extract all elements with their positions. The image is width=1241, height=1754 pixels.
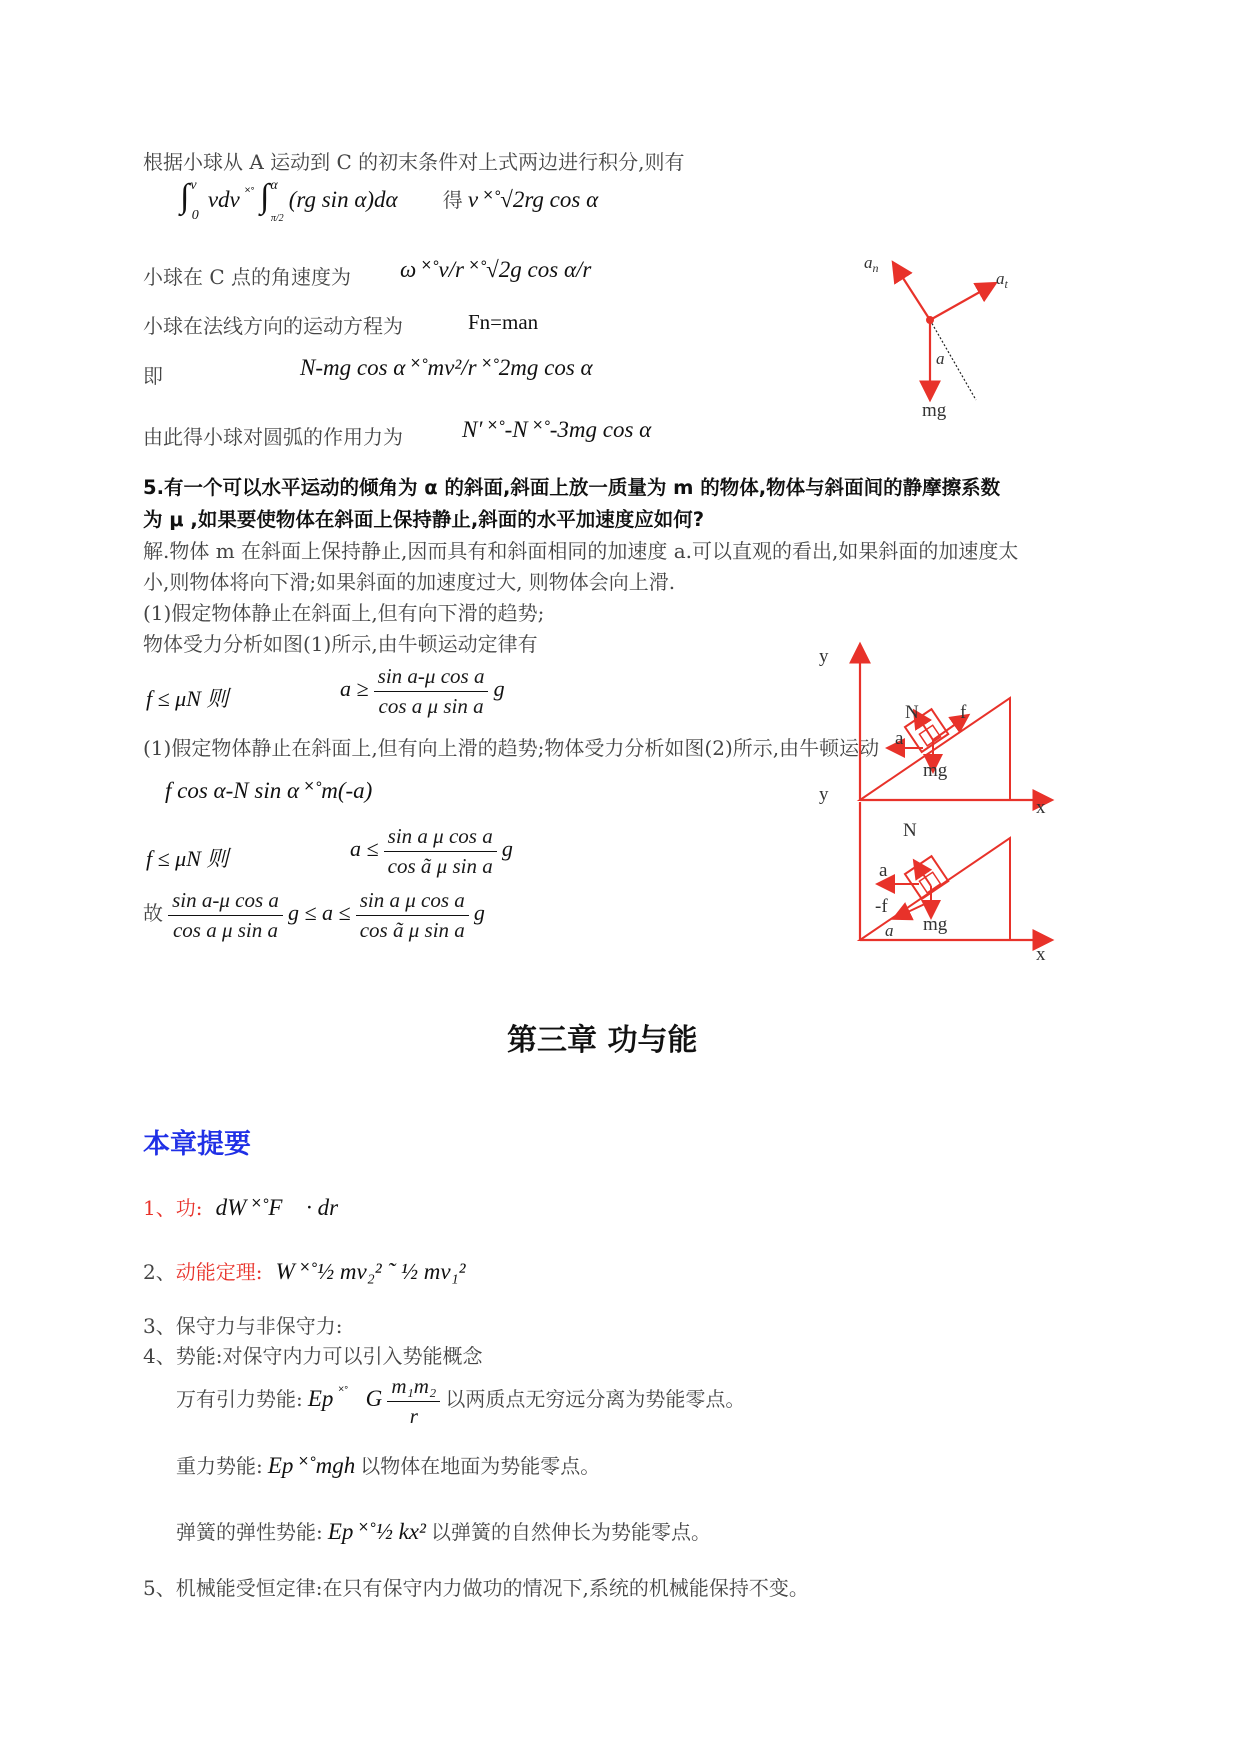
ineq1-right: a ≥ $\frac{\text{sin a-μ cos a}}{\text{cos a μ sin a}}$ g [340, 664, 505, 718]
angular-label: 小球在 C 点的角速度为 [143, 265, 352, 289]
normal-label: 小球在法线方向的运动方程为 [143, 314, 403, 338]
ineq2-left: f ≤ μN 则 [146, 846, 229, 871]
y-label-1: y [819, 646, 829, 667]
alpha-label-2: a [885, 921, 894, 940]
block-2 [905, 856, 948, 899]
ji-expr: N-mg cos α ˟˚mv²/r ˟˚2mg cos α [300, 355, 593, 380]
ineq1-left: f ≤ μN 则 [146, 686, 229, 711]
summary-item-3: 3、保守力与非保守力: [143, 1314, 343, 1338]
eq2-expr: f cos α-N sin α ˟˚m(-a) [165, 778, 373, 803]
spring-potential-line: 弹簧的弹性势能: Ep ˟˚½ kx² 以弹簧的自然伸长为势能零点。 [176, 1519, 711, 1544]
an-arrow [894, 264, 930, 320]
problem5-title-line2: 为 μ ,如果要使物体在斜面上保持静止,斜面的水平加速度应如何? [143, 508, 705, 531]
chapter-title: 第三章 功与能 [507, 1023, 698, 1058]
y-label-2: y [819, 784, 829, 805]
x-label-2: x [1036, 944, 1046, 965]
solution-line1: 解.物体 m 在斜面上保持静止,因而具有和斜面相同的加速度 a.可以直观的看出,如果斜面的加速度太 [143, 539, 1019, 563]
N-arrow-2 [915, 862, 931, 886]
mg-label-1: mg [923, 760, 948, 781]
final-inequality: 故 $\frac{\text{sin a-μ cos a}}{\text{cos a μ sin a}}$ g ≤ a ≤ $\frac{\text{sin a μ cos a}}{\text{cos ã μ sin a}}$ g [143, 888, 485, 942]
N-label-1: N [905, 702, 919, 723]
a-label-1: a [895, 728, 904, 749]
summary-item-2: 2、动能定理: W ˟˚½ mv₂² ˜ ½ mv₁² [143, 1259, 466, 1284]
ineq2-right: a ≤ $\frac{\text{sin a μ cos a}}{\text{cos ã μ sin a}}$ g [350, 824, 513, 878]
normal-expr: Fn=man [468, 310, 539, 334]
case2-line: (1)假定物体静止在斜面上,但有向上滑的趋势;物体受力分析如图(2)所示,由牛顿运动 [143, 736, 880, 760]
problem5-title-line1: 5.有一个可以水平运动的倾角为 α 的斜面,斜面上放一质量为 m 的物体,物体与斜面间的静摩擦系数 [143, 476, 1001, 499]
at-arrow [930, 284, 994, 320]
summary-item-5: 5、机械能受恒定律:在只有保守内力做功的情况下,系统的机械能保持不变。 [143, 1576, 809, 1600]
intro-text: 根据小球从 A 运动到 C 的初末条件对上式两边进行积分,则有 [143, 150, 685, 174]
angle-label: a [936, 349, 945, 368]
mg-label-2: mg [923, 914, 948, 935]
f-label-1: f [960, 702, 967, 723]
angular-expr: ω ˟˚v/r ˟˚√2g cos α/r [400, 257, 592, 282]
summary-item-1: 1、功: dW ˟˚F⃗ · dr⃗ [143, 1195, 356, 1220]
summary-heading: 本章提要 [143, 1129, 251, 1160]
force-expr: N′ ˟˚-N ˟˚-3mg cos α [462, 417, 652, 442]
case1-line: (1)假定物体静止在斜面上,但有向下滑的趋势; [143, 601, 545, 625]
ji-label: 即 [143, 364, 163, 388]
x-label-1: x [1036, 797, 1046, 818]
N-label-2: N [903, 820, 917, 841]
figure-acceleration-diagram [860, 250, 1020, 430]
mg-label: mg [922, 400, 947, 421]
grav-potential-line: 万有引力势能: Ep ˟˚ G $\frac{\text{m₁m₂}}{r}$ 以两质点无穷远分离为势能零点。 [176, 1374, 746, 1428]
summary-item-4: 4、势能:对保守内力可以引入势能概念 [143, 1344, 483, 1368]
integral-equation: ∫ v 0 vdv ˟˚ ∫ α $_{\pi/2}$ (rg sin α)dα 得 v ˟˚√2rg cos α [180, 178, 599, 224]
a-label-2: a [879, 860, 888, 881]
at-label: $a_t$ [996, 269, 1008, 291]
solution-line2: 小,则物体将向下滑;如果斜面的加速度过大, 则物体会向上滑. [143, 570, 676, 594]
figure-incline-diagrams [815, 640, 1060, 975]
case1-analysis: 物体受力分析如图(1)所示,由牛顿运动定律有 [143, 632, 538, 656]
an-label: $a_n$ [864, 253, 879, 275]
force-label: 由此得小球对圆弧的作用力为 [143, 425, 403, 449]
f-label-2: -f [875, 896, 888, 917]
ball-dot [926, 316, 934, 324]
gravity-potential-line: 重力势能: Ep ˟˚mgh 以物体在地面为势能零点。 [176, 1453, 601, 1478]
